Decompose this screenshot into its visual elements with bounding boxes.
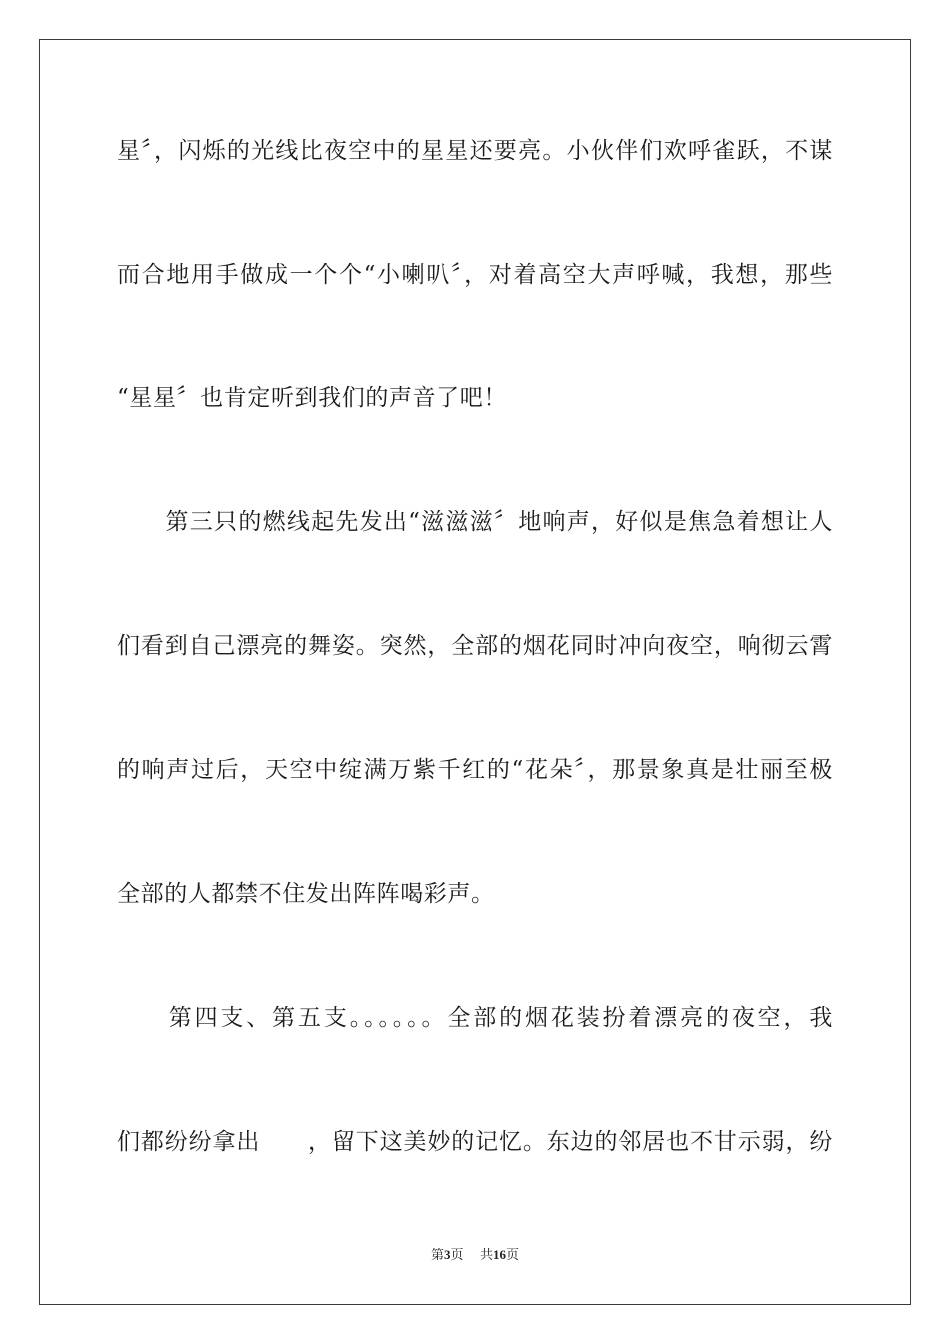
text-line-8: 第四支、第五支。。。。。。全部的烟花装扮着漂亮的夜空，我 [117, 1005, 833, 1031]
text-line-5: 们看到自己漂亮的舞姿。突然，全部的烟花同时冲向夜空，响彻云霄 [117, 633, 833, 659]
page-footer [0, 1246, 950, 1265]
text-line-6: 的响声过后，天空中绽满万紫千红的“花朵〞，那景象真是壮丽至极 [117, 757, 833, 783]
footer-page-prefix: 第 [430, 1248, 444, 1263]
footer-total-pages: 16 [493, 1247, 507, 1262]
text-line-7: 全部的人都禁不住发出阵阵喝彩声。 [117, 881, 495, 907]
text-line-2: 而合地用手做成一个个“小喇叭〞，对着高空大声呼喊，我想，那些 [117, 262, 833, 288]
text-line-4: 第三只的燃线起先发出“滋滋滋〞地响声，好似是焦急着想让人 [117, 509, 833, 535]
text-line-9: 们都纷纷拿出 ，留下这美妙的记忆。东边的邻居也不甘示弱，纷 [117, 1129, 833, 1155]
page-border [39, 39, 911, 1305]
footer-page-number: 3 [443, 1247, 451, 1262]
footer-total-prefix: 共 [480, 1248, 494, 1263]
text-line-3: “星星〞也肯定听到我们的声音了吧！ [117, 385, 507, 411]
footer-total-suffix: 页 [506, 1248, 520, 1263]
text-line-1: 星〞，闪烁的光线比夜空中的星星还要亮。小伙伴们欢呼雀跃，不谋 [117, 138, 833, 164]
footer-page-suffix: 页 [450, 1248, 464, 1263]
